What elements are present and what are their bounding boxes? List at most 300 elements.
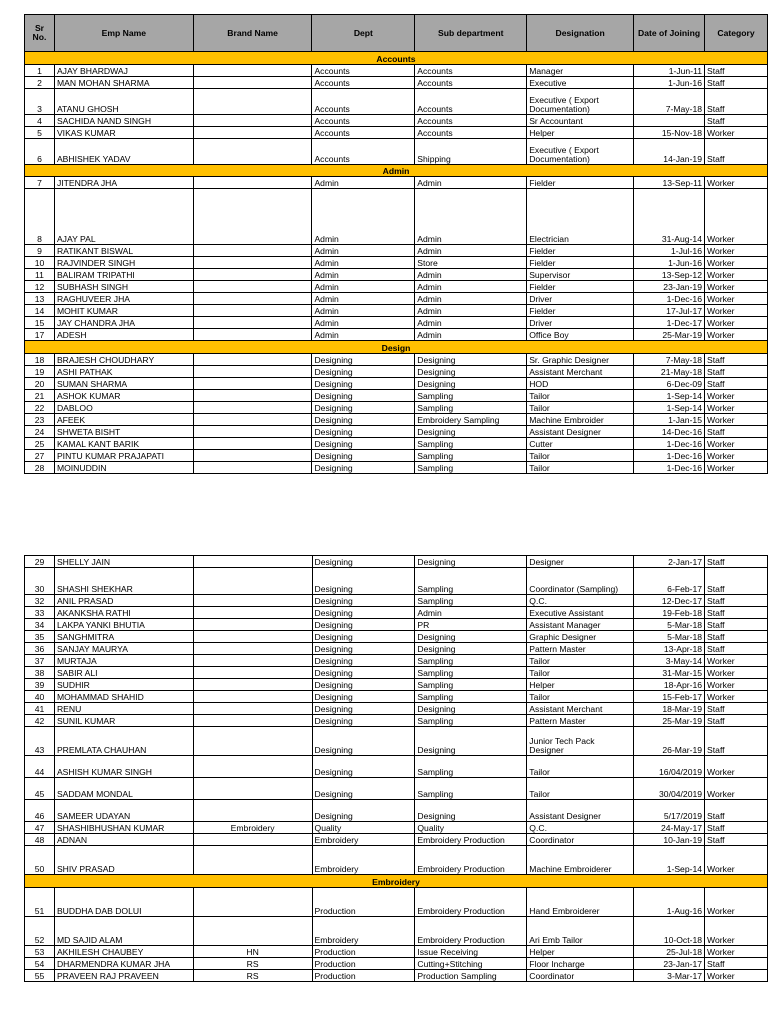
category-cell: Worker	[705, 778, 768, 800]
table-row	[25, 691, 768, 703]
dept-cell: Designing	[312, 378, 415, 390]
emp-name-cell: SUMAN SHARMA	[54, 378, 193, 390]
dept-cell: Accounts	[312, 64, 415, 76]
sr-no-cell: 21	[25, 390, 55, 402]
sub-department-cell: Designing	[415, 703, 527, 715]
emp-name-cell: SHASHIBHUSHAN KUMAR	[54, 822, 193, 834]
sub-department-cell: Embroidery Production	[415, 834, 527, 846]
sr-no-cell: 7	[25, 177, 55, 189]
category-cell: Worker	[705, 269, 768, 281]
date-of-joining-cell: 25-Mar-19	[634, 715, 705, 727]
category-cell: Worker	[705, 189, 768, 245]
category-cell: Worker	[705, 691, 768, 703]
dept-cell: Designing	[312, 595, 415, 607]
emp-name-cell: ASHOK KUMAR	[54, 390, 193, 402]
designation-cell: Assistant Manager	[527, 619, 634, 631]
sr-no-cell: 22	[25, 402, 55, 414]
table-row	[25, 114, 768, 126]
date-of-joining-cell: 10-Jan-19	[634, 834, 705, 846]
date-of-joining-cell: 12-Dec-17	[634, 595, 705, 607]
sub-department-cell: Designing	[415, 378, 527, 390]
brand-name-cell	[193, 655, 312, 667]
sr-no-cell: 48	[25, 834, 55, 846]
designation-cell: Pattern Master	[527, 715, 634, 727]
sr-no-cell: 23	[25, 414, 55, 426]
designation-cell: Coordinator	[527, 834, 634, 846]
category-cell: Staff	[705, 556, 768, 568]
designation-cell: Tailor	[527, 778, 634, 800]
sr-no-cell: 32	[25, 595, 55, 607]
brand-name-cell	[193, 667, 312, 679]
sr-no-cell: 35	[25, 631, 55, 643]
designation-cell: Coordinator	[527, 969, 634, 981]
sub-department-cell: Sampling	[415, 595, 527, 607]
designation-cell: Tailor	[527, 462, 634, 474]
date-of-joining-cell: 1-Dec-16	[634, 438, 705, 450]
designation-cell: Ari Emb Tailor	[527, 916, 634, 945]
category-cell: Worker	[705, 679, 768, 691]
dept-cell: Admin	[312, 189, 415, 245]
designation-cell: Fielder	[527, 245, 634, 257]
sub-department-cell: Embroidery Sampling	[415, 414, 527, 426]
sub-department-cell: Designing	[415, 366, 527, 378]
designation-cell: Helper	[527, 945, 634, 957]
designation-cell: Fielder	[527, 305, 634, 317]
sr-no-cell: 33	[25, 607, 55, 619]
category-cell: Worker	[705, 450, 768, 462]
dept-cell: Accounts	[312, 88, 415, 114]
emp-name-cell: MURTAJA	[54, 655, 193, 667]
sub-department-cell: Store	[415, 257, 527, 269]
category-cell: Staff	[705, 619, 768, 631]
sr-no-cell: 42	[25, 715, 55, 727]
brand-name-cell	[193, 329, 312, 341]
sr-no-cell: 6	[25, 138, 55, 164]
brand-name-cell	[193, 177, 312, 189]
sub-department-cell: Admin	[415, 189, 527, 245]
date-of-joining-cell: 1-Jun-16	[634, 76, 705, 88]
emp-name-cell: SUBHASH SINGH	[54, 281, 193, 293]
designation-cell: Machine Embroiderer	[527, 846, 634, 875]
emp-name-cell: SHWETA BISHT	[54, 426, 193, 438]
emp-name-cell: MOINUDDIN	[54, 462, 193, 474]
emp-name-cell: BRAJESH CHOUDHARY	[54, 354, 193, 366]
emp-name-cell: SHIV PRASAD	[54, 846, 193, 875]
table-row	[25, 969, 768, 981]
brand-name-cell	[193, 846, 312, 875]
emp-name-cell: ABHISHEK YADAV	[54, 138, 193, 164]
dept-cell: Admin	[312, 257, 415, 269]
sub-department-cell: Designing	[415, 354, 527, 366]
designation-cell: Pattern Master	[527, 643, 634, 655]
sub-department-cell: Designing	[415, 556, 527, 568]
brand-name-cell	[193, 257, 312, 269]
emp-name-cell: AJAY PAL	[54, 189, 193, 245]
designation-cell: Coordinator (Sampling)	[527, 568, 634, 595]
brand-name-cell	[193, 462, 312, 474]
sr-no-cell: 30	[25, 568, 55, 595]
date-of-joining-cell: 7-May-18	[634, 354, 705, 366]
designation-cell: Tailor	[527, 450, 634, 462]
emp-name-cell: MAN MOHAN SHARMA	[54, 76, 193, 88]
sub-department-cell: Sampling	[415, 438, 527, 450]
category-cell: Worker	[705, 846, 768, 875]
category-cell: Worker	[705, 756, 768, 778]
date-of-joining-cell: 6-Feb-17	[634, 568, 705, 595]
sub-department-cell: Admin	[415, 317, 527, 329]
table-row	[25, 703, 768, 715]
designation-cell: Graphic Designer	[527, 631, 634, 643]
brand-name-cell	[193, 631, 312, 643]
sub-department-cell: Issue Receiving	[415, 945, 527, 957]
sub-department-cell: Sampling	[415, 715, 527, 727]
emp-name-cell: JITENDRA JHA	[54, 177, 193, 189]
table-row	[25, 945, 768, 957]
brand-name-cell: RS	[193, 969, 312, 981]
date-of-joining-cell: 17-Jul-17	[634, 305, 705, 317]
sub-department-cell: Production Sampling	[415, 969, 527, 981]
sr-no-cell: 15	[25, 317, 55, 329]
section-header-embroidery	[25, 875, 768, 888]
emp-name-cell: PRAVEEN RAJ PRAVEEN	[54, 969, 193, 981]
sr-no-cell: 12	[25, 281, 55, 293]
designation-cell: Fielder	[527, 281, 634, 293]
table-row	[25, 756, 768, 778]
sr-no-cell: 36	[25, 643, 55, 655]
brand-name-cell	[193, 390, 312, 402]
table-row	[25, 727, 768, 756]
sub-department-cell: Designing	[415, 727, 527, 756]
sr-no-cell: 47	[25, 822, 55, 834]
header-sub-department: Sub department	[415, 15, 527, 52]
sr-no-cell: 53	[25, 945, 55, 957]
emp-name-cell: PREMLATA CHAUHAN	[54, 727, 193, 756]
section-label: Embroidery	[25, 875, 768, 888]
brand-name-cell	[193, 354, 312, 366]
section-label: Admin	[25, 164, 768, 177]
brand-name-cell	[193, 317, 312, 329]
brand-name-cell	[193, 88, 312, 114]
dept-cell: Designing	[312, 655, 415, 667]
dept-cell: Designing	[312, 631, 415, 643]
emp-name-cell: RAJVINDER SINGH	[54, 257, 193, 269]
table-row	[25, 317, 768, 329]
dept-cell: Designing	[312, 691, 415, 703]
designation-cell: Tailor	[527, 667, 634, 679]
category-cell: Staff	[705, 568, 768, 595]
dept-cell: Accounts	[312, 126, 415, 138]
table-row	[25, 655, 768, 667]
dept-cell: Designing	[312, 556, 415, 568]
sub-department-cell: Admin	[415, 245, 527, 257]
brand-name-cell	[193, 568, 312, 595]
sr-no-cell: 2	[25, 76, 55, 88]
table-row	[25, 402, 768, 414]
date-of-joining-cell: 1-Jun-11	[634, 64, 705, 76]
table-row	[25, 269, 768, 281]
table-row	[25, 568, 768, 595]
brand-name-cell	[193, 715, 312, 727]
emp-name-cell: SUDHIR	[54, 679, 193, 691]
emp-name-cell: SABIR ALI	[54, 667, 193, 679]
date-of-joining-cell: 1-Dec-16	[634, 462, 705, 474]
header-brand-name: Brand Name	[193, 15, 312, 52]
date-of-joining-cell: 3-May-14	[634, 655, 705, 667]
emp-name-cell: MOHAMMAD SHAHID	[54, 691, 193, 703]
category-cell: Worker	[705, 126, 768, 138]
dept-cell: Accounts	[312, 138, 415, 164]
emp-name-cell: AFEEK	[54, 414, 193, 426]
date-of-joining-cell: 13-Sep-12	[634, 269, 705, 281]
emp-name-cell: ASHI PATHAK	[54, 366, 193, 378]
designation-cell: Assistant Designer	[527, 800, 634, 822]
date-of-joining-cell: 1-Aug-16	[634, 887, 705, 916]
dept-cell: Accounts	[312, 76, 415, 88]
date-of-joining-cell: 1-Dec-16	[634, 293, 705, 305]
designation-cell: Electrician	[527, 189, 634, 245]
category-cell: Worker	[705, 667, 768, 679]
table-row	[25, 329, 768, 341]
sub-department-cell: Sampling	[415, 568, 527, 595]
date-of-joining-cell: 26-Mar-19	[634, 727, 705, 756]
dept-cell: Production	[312, 957, 415, 969]
date-of-joining-cell: 15-Nov-18	[634, 126, 705, 138]
table-row	[25, 846, 768, 875]
table-row	[25, 595, 768, 607]
designation-cell: Junior Tech Pack Designer	[527, 727, 634, 756]
designation-cell: Helper	[527, 679, 634, 691]
emp-name-cell: SACHIDA NAND SINGH	[54, 114, 193, 126]
sr-no-cell: 39	[25, 679, 55, 691]
date-of-joining-cell: 5/17/2019	[634, 800, 705, 822]
sr-no-cell: 52	[25, 916, 55, 945]
designation-cell: Sr Accountant	[527, 114, 634, 126]
designation-cell: Fielder	[527, 177, 634, 189]
sub-department-cell: Sampling	[415, 462, 527, 474]
designation-cell: Executive	[527, 76, 634, 88]
table-row	[25, 679, 768, 691]
table-row	[25, 667, 768, 679]
date-of-joining-cell	[634, 114, 705, 126]
designation-cell: Executive ( Export Documentation)	[527, 88, 634, 114]
category-cell: Staff	[705, 88, 768, 114]
table-row	[25, 607, 768, 619]
table-row	[25, 281, 768, 293]
table-row	[25, 189, 768, 245]
sr-no-cell: 29	[25, 556, 55, 568]
table-row	[25, 64, 768, 76]
date-of-joining-cell: 18-Apr-16	[634, 679, 705, 691]
dept-cell: Designing	[312, 756, 415, 778]
designation-cell: Assistant Merchant	[527, 366, 634, 378]
brand-name-cell	[193, 378, 312, 390]
category-cell: Worker	[705, 257, 768, 269]
emp-name-cell: RAGHUVEER JHA	[54, 293, 193, 305]
date-of-joining-cell: 1-Sep-14	[634, 846, 705, 875]
emp-name-cell: LAKPA YANKI BHUTIA	[54, 619, 193, 631]
category-cell: Worker	[705, 317, 768, 329]
table-row	[25, 778, 768, 800]
dept-cell: Admin	[312, 177, 415, 189]
brand-name-cell	[193, 281, 312, 293]
date-of-joining-cell: 6-Dec-09	[634, 378, 705, 390]
dept-cell: Designing	[312, 607, 415, 619]
sr-no-cell: 14	[25, 305, 55, 317]
table-row	[25, 76, 768, 88]
brand-name-cell	[193, 366, 312, 378]
section-header-admin	[25, 164, 768, 177]
category-cell: Worker	[705, 402, 768, 414]
emp-name-cell: PINTU KUMAR PRAJAPATI	[54, 450, 193, 462]
emp-name-cell: AKHILESH CHAUBEY	[54, 945, 193, 957]
sr-no-cell: 10	[25, 257, 55, 269]
date-of-joining-cell: 1-Jan-15	[634, 414, 705, 426]
sub-department-cell: Sampling	[415, 655, 527, 667]
dept-cell: Production	[312, 887, 415, 916]
table-row	[25, 438, 768, 450]
dept-cell: Designing	[312, 568, 415, 595]
sub-department-cell: Admin	[415, 281, 527, 293]
date-of-joining-cell: 14-Dec-16	[634, 426, 705, 438]
sr-no-cell: 38	[25, 667, 55, 679]
date-of-joining-cell: 21-May-18	[634, 366, 705, 378]
dept-cell: Designing	[312, 800, 415, 822]
category-cell: Worker	[705, 945, 768, 957]
date-of-joining-cell: 25-Mar-19	[634, 329, 705, 341]
category-cell: Worker	[705, 969, 768, 981]
header-designation: Designation	[527, 15, 634, 52]
sr-no-cell: 4	[25, 114, 55, 126]
sr-no-cell: 43	[25, 727, 55, 756]
category-cell: Worker	[705, 281, 768, 293]
sub-department-cell: PR	[415, 619, 527, 631]
date-of-joining-cell: 31-Aug-14	[634, 189, 705, 245]
category-cell: Staff	[705, 595, 768, 607]
designation-cell: Hand Embroiderer	[527, 887, 634, 916]
table-row	[25, 390, 768, 402]
header-date-of-joining: Date of Joining	[634, 15, 705, 52]
category-cell: Staff	[705, 114, 768, 126]
brand-name-cell	[193, 414, 312, 426]
table-row	[25, 450, 768, 462]
table-row	[25, 293, 768, 305]
emp-name-cell: BUDDHA DAB DOLUI	[54, 887, 193, 916]
designation-cell: Helper	[527, 126, 634, 138]
sub-department-cell: Admin	[415, 269, 527, 281]
emp-name-cell: DABLOO	[54, 402, 193, 414]
brand-name-cell	[193, 607, 312, 619]
date-of-joining-cell: 2-Jan-17	[634, 556, 705, 568]
table-row	[25, 378, 768, 390]
table-row	[25, 257, 768, 269]
sub-department-cell: Designing	[415, 800, 527, 822]
dept-cell: Embroidery	[312, 834, 415, 846]
table-row	[25, 177, 768, 189]
date-of-joining-cell: 14-Jan-19	[634, 138, 705, 164]
sub-department-cell: Sampling	[415, 756, 527, 778]
brand-name-cell	[193, 114, 312, 126]
brand-name-cell	[193, 756, 312, 778]
table-row	[25, 88, 768, 114]
sub-department-cell: Admin	[415, 177, 527, 189]
designation-cell: Machine Embroider	[527, 414, 634, 426]
sr-no-cell: 54	[25, 957, 55, 969]
emp-name-cell: SAMEER UDAYAN	[54, 800, 193, 822]
dept-cell: Designing	[312, 462, 415, 474]
sub-department-cell: Embroidery Production	[415, 846, 527, 875]
emp-name-cell: ASHISH KUMAR SINGH	[54, 756, 193, 778]
designation-cell: Assistant Designer	[527, 426, 634, 438]
brand-name-cell	[193, 64, 312, 76]
sub-department-cell: Sampling	[415, 691, 527, 703]
date-of-joining-cell: 13-Sep-11	[634, 177, 705, 189]
header-category: Category	[705, 15, 768, 52]
sub-department-cell: Admin	[415, 293, 527, 305]
designation-cell: Tailor	[527, 402, 634, 414]
sr-no-cell: 45	[25, 778, 55, 800]
dept-cell: Embroidery	[312, 916, 415, 945]
sub-department-cell: Sampling	[415, 390, 527, 402]
employee-table-page-top	[24, 14, 768, 474]
sr-no-cell: 1	[25, 64, 55, 76]
date-of-joining-cell: 1-Dec-16	[634, 450, 705, 462]
table-row	[25, 834, 768, 846]
sub-department-cell: Quality	[415, 822, 527, 834]
date-of-joining-cell: 5-Mar-18	[634, 619, 705, 631]
category-cell: Worker	[705, 887, 768, 916]
brand-name-cell	[193, 619, 312, 631]
category-cell: Staff	[705, 822, 768, 834]
sr-no-cell: 17	[25, 329, 55, 341]
table-row	[25, 631, 768, 643]
table-row	[25, 800, 768, 822]
category-cell: Worker	[705, 462, 768, 474]
date-of-joining-cell: 15-Feb-17	[634, 691, 705, 703]
sub-department-cell: Designing	[415, 631, 527, 643]
table-row	[25, 916, 768, 945]
brand-name-cell	[193, 189, 312, 245]
brand-name-cell	[193, 450, 312, 462]
dept-cell: Quality	[312, 822, 415, 834]
sub-department-cell: Designing	[415, 643, 527, 655]
date-of-joining-cell: 1-Jun-16	[634, 257, 705, 269]
designation-cell: HOD	[527, 378, 634, 390]
sub-department-cell: Admin	[415, 305, 527, 317]
sr-no-cell: 50	[25, 846, 55, 875]
dept-cell: Accounts	[312, 114, 415, 126]
sr-no-cell: 24	[25, 426, 55, 438]
dept-cell: Admin	[312, 317, 415, 329]
designation-cell: Designer	[527, 556, 634, 568]
dept-cell: Designing	[312, 414, 415, 426]
category-cell: Staff	[705, 727, 768, 756]
dept-cell: Designing	[312, 679, 415, 691]
sr-no-cell: 13	[25, 293, 55, 305]
sub-department-cell: Cutting+Stitching	[415, 957, 527, 969]
dept-cell: Production	[312, 969, 415, 981]
designation-cell: Tailor	[527, 691, 634, 703]
sr-no-cell: 40	[25, 691, 55, 703]
brand-name-cell	[193, 778, 312, 800]
dept-cell: Admin	[312, 305, 415, 317]
brand-name-cell	[193, 887, 312, 916]
brand-name-cell: RS	[193, 957, 312, 969]
sr-no-cell: 19	[25, 366, 55, 378]
header-row	[25, 15, 768, 52]
date-of-joining-cell: 1-Jul-16	[634, 245, 705, 257]
date-of-joining-cell: 19-Feb-18	[634, 607, 705, 619]
section-label: Design	[25, 341, 768, 354]
